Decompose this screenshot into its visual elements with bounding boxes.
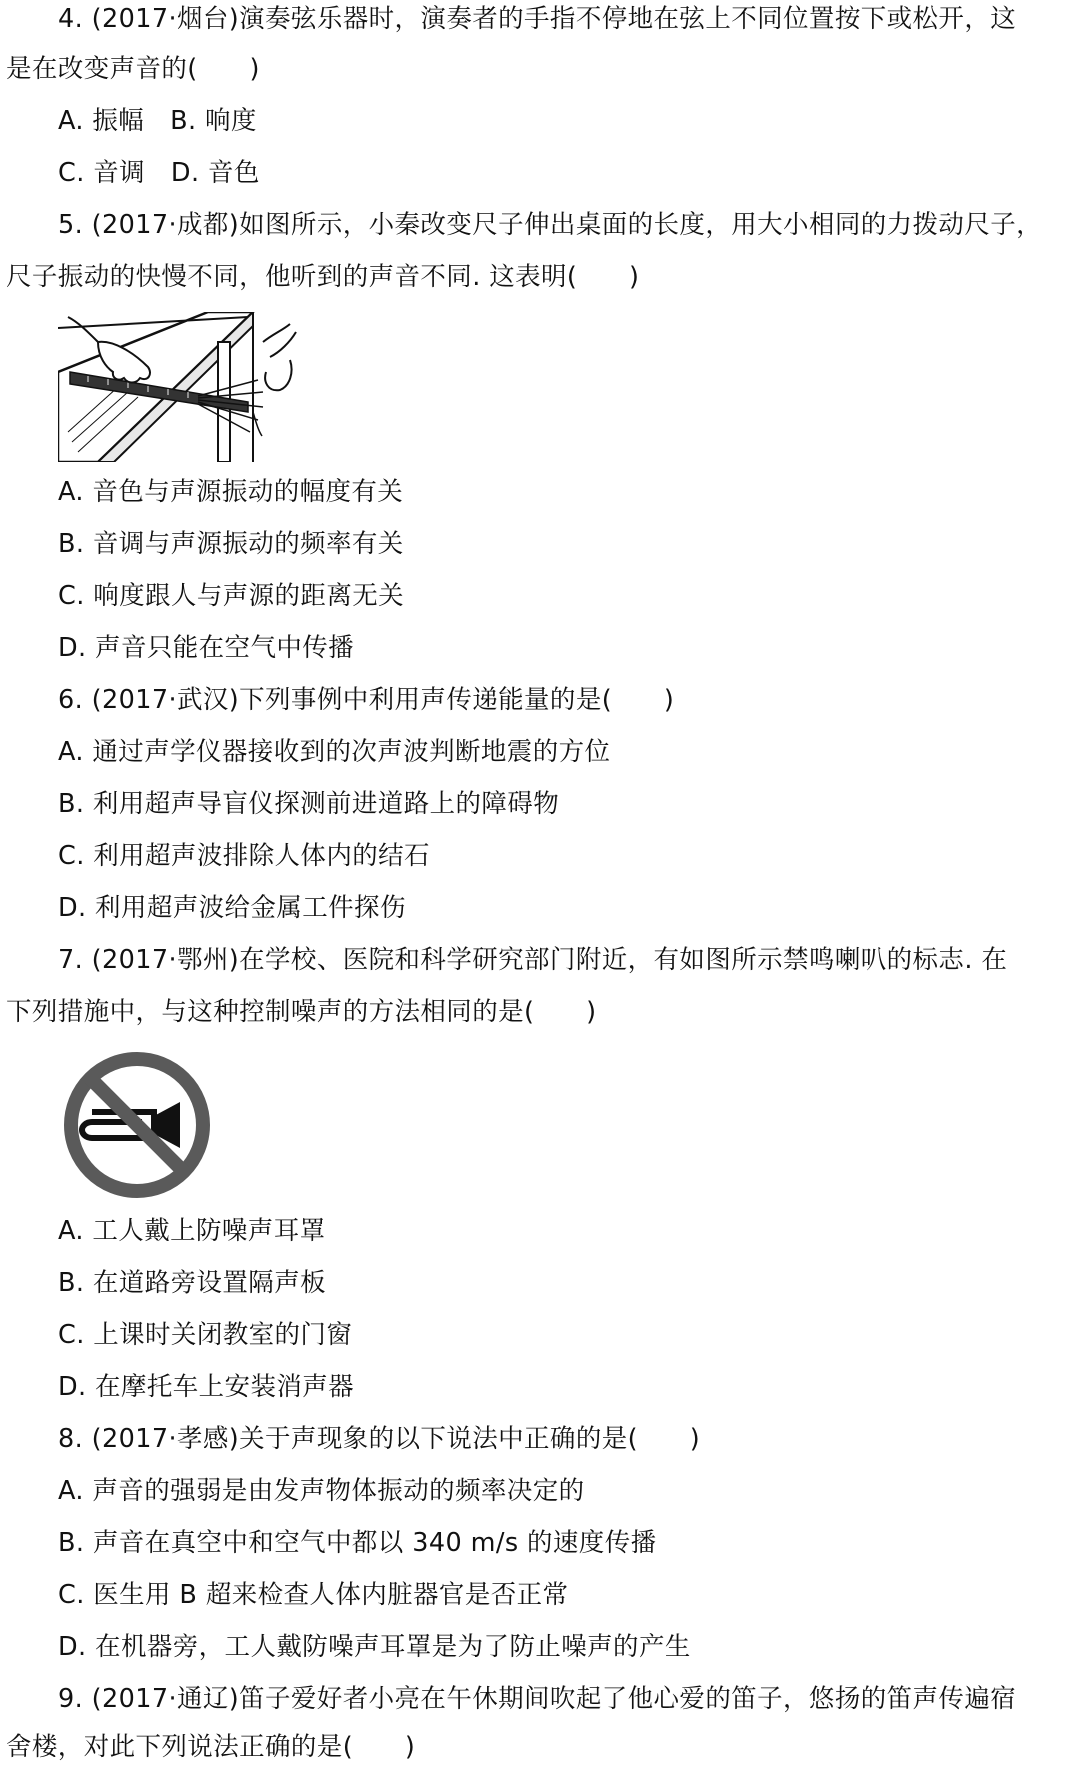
- question-7-stem-continued: 下列措施中，与这种控制噪声的方法相同的是( ): [6, 997, 597, 1027]
- question-4-stem: 4. (2017·烟台)演奏弦乐器时，演奏者的手指不停地在弦上不同位置按下或松开，这: [58, 4, 1017, 34]
- question-5-option-b: B. 音调与声源振动的频率有关: [58, 529, 404, 559]
- question-6-stem: 6. (2017·武汉)下列事例中利用声传递能量的是( ): [58, 685, 675, 715]
- question-9-stem-continued: 舍楼，对此下列说法正确的是( ): [6, 1732, 416, 1762]
- question-5-option-c: C. 响度跟人与声源的距离无关: [58, 581, 405, 611]
- question-8-option-c: C. 医生用 B 超来检查人体内脏器官是否正常: [58, 1580, 569, 1610]
- ruler-on-table-figure: [58, 312, 330, 462]
- question-8-stem: 8. (2017·孝感)关于声现象的以下说法中正确的是( ): [58, 1424, 701, 1454]
- question-4-options-ab: A. 振幅 B. 响度: [58, 106, 257, 136]
- question-7-option-d: D. 在摩托车上安装消声器: [58, 1372, 355, 1402]
- question-6-option-d: D. 利用超声波给金属工件探伤: [58, 893, 406, 923]
- question-5-stem-continued: 尺子振动的快慢不同，他听到的声音不同. 这表明( ): [6, 262, 640, 292]
- question-5-option-d: D. 声音只能在空气中传播: [58, 633, 355, 663]
- question-9-stem: 9. (2017·通辽)笛子爱好者小亮在午休期间吹起了他心爱的笛子，悠扬的笛声传遍宿: [58, 1684, 1017, 1714]
- no-horn-sign-icon: [62, 1050, 212, 1200]
- question-7-stem: 7. (2017·鄂州)在学校、医院和科学研究部门附近，有如图所示禁鸣喇叭的标志. 在: [58, 945, 1008, 975]
- question-7-option-b: B. 在道路旁设置隔声板: [58, 1268, 327, 1298]
- question-6-option-a: A. 通过声学仪器接收到的次声波判断地震的方位: [58, 737, 611, 767]
- question-8-option-a: A. 声音的强弱是由发声物体振动的频率决定的: [58, 1476, 585, 1506]
- question-5-option-a: A. 音色与声源振动的幅度有关: [58, 477, 404, 507]
- question-6-option-b: B. 利用超声导盲仪探测前进道路上的障碍物: [58, 789, 560, 819]
- question-8-option-b: B. 声音在真空中和空气中都以 340 m/s 的速度传播: [58, 1528, 657, 1558]
- question-4-stem-continued: 是在改变声音的( ): [6, 54, 260, 84]
- question-4-options-cd: C. 音调 D. 音色: [58, 158, 260, 188]
- question-7-option-a: A. 工人戴上防噪声耳罩: [58, 1216, 326, 1246]
- question-5-stem: 5. (2017·成都)如图所示，小秦改变尺子伸出桌面的长度，用大小相同的力拨动尺子，: [58, 210, 1043, 240]
- question-6-option-c: C. 利用超声波排除人体内的结石: [58, 841, 430, 871]
- question-7-option-c: C. 上课时关闭教室的门窗: [58, 1320, 353, 1350]
- question-8-option-d: D. 在机器旁，工人戴防噪声耳罩是为了防止噪声的产生: [58, 1632, 691, 1662]
